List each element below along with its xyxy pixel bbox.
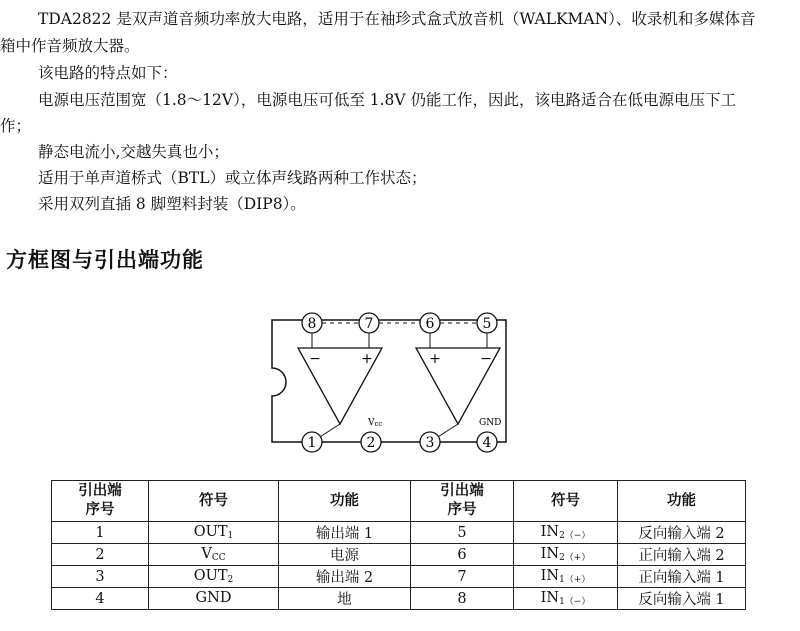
table-row (52, 588, 746, 610)
function-a: 输出端 1 (279, 522, 411, 544)
symbol-b: $IN_{2(+)}$ (514, 544, 618, 566)
symbol-a: $OUT_1$ (149, 522, 279, 544)
function-a: 地 (279, 588, 411, 610)
header-function-a: 功能 (279, 481, 411, 522)
feature-1: 电源电压范围宽（1.8～12V），电源电压可低至 1.8V 仍能工作，因此，该电路适合在低电源电压下工 (38, 91, 737, 109)
symbol-a: $V_{CC}$ (149, 544, 279, 566)
pin-a: 2 (52, 544, 149, 566)
function-b: 反向输入端 1 (618, 588, 746, 610)
svg-text:−: − (480, 351, 492, 367)
svg-text:4: 4 (482, 435, 492, 451)
svg-text:8: 8 (307, 316, 317, 332)
gnd-label: GND (479, 418, 502, 428)
top-pin-7 (359, 313, 379, 333)
feature-4: 采用双列直插 8 脚塑料封装（DIP8）。 (38, 195, 306, 213)
pin-b: 6 (411, 544, 514, 566)
intro-line-2: 箱中作音频放大器。 (0, 37, 140, 55)
package-outline (272, 320, 506, 442)
function-a: 电源 (279, 544, 411, 566)
function-b: 正向输入端 1 (618, 566, 746, 588)
pin-b: 7 (411, 566, 514, 588)
function-a: 输出端 2 (279, 566, 411, 588)
header-pin-b: 引出端 序号 (411, 481, 514, 522)
svg-text:7: 7 (364, 316, 374, 332)
top-pin-6 (420, 313, 440, 333)
vcc-label: Vcc (368, 418, 383, 428)
bottom-pin-3 (420, 432, 440, 452)
feature-1-cont: 作； (0, 117, 32, 135)
pin-a: 4 (52, 588, 149, 610)
block-diagram (260, 306, 520, 466)
bottom-pin-1 (302, 432, 322, 452)
table-row (52, 566, 746, 588)
function-b: 正向输入端 2 (618, 544, 746, 566)
svg-text:1: 1 (307, 435, 317, 451)
bottom-pin-2 (361, 432, 381, 452)
svg-text:3: 3 (425, 435, 435, 451)
symbol-b: $IN_{2(-)}$ (514, 522, 618, 544)
header-pin-a: 引出端 序号 (52, 481, 149, 522)
table-row (52, 522, 746, 544)
features-title: 该电路的特点如下： (38, 64, 178, 82)
svg-text:5: 5 (482, 316, 492, 332)
header-symbol-a: 符号 (149, 481, 279, 522)
top-pin-8 (302, 313, 322, 333)
function-b: 反向输入端 2 (618, 522, 746, 544)
symbol-a: GND (149, 588, 279, 610)
table-row (52, 544, 746, 566)
svg-text:−: − (309, 351, 321, 367)
header-function-b: 功能 (618, 481, 746, 522)
section-heading: 方框图与引出端功能 (6, 248, 204, 272)
pin-b: 8 (411, 588, 514, 610)
pin-a: 3 (52, 566, 149, 588)
symbol-b: $IN_{1(-)}$ (514, 588, 618, 610)
svg-text:2: 2 (366, 435, 376, 451)
symbol-b: $IN_{1(+)}$ (514, 566, 618, 588)
table-header-row (52, 481, 746, 522)
feature-2: 静态电流小,交越失真也小； (38, 143, 229, 161)
feature-3: 适用于单声道桥式（BTL）或立体声线路两种工作状态； (38, 169, 427, 187)
header-symbol-b: 符号 (514, 481, 618, 522)
pin-a: 1 (52, 522, 149, 544)
svg-text:+: + (361, 351, 373, 367)
top-pin-5 (477, 313, 497, 333)
bottom-pin-4 (477, 432, 497, 452)
pin-b: 5 (411, 522, 514, 544)
svg-text:6: 6 (425, 316, 435, 332)
pin-function-table (51, 480, 746, 610)
svg-text:+: + (429, 351, 441, 367)
intro-line-1: TDA2822 是双声道音频功率放大电路，适用于在袖珍式盒式放音机（WALKMAN）、收录机和多媒体音 (38, 10, 756, 28)
symbol-a: $OUT_2$ (149, 566, 279, 588)
